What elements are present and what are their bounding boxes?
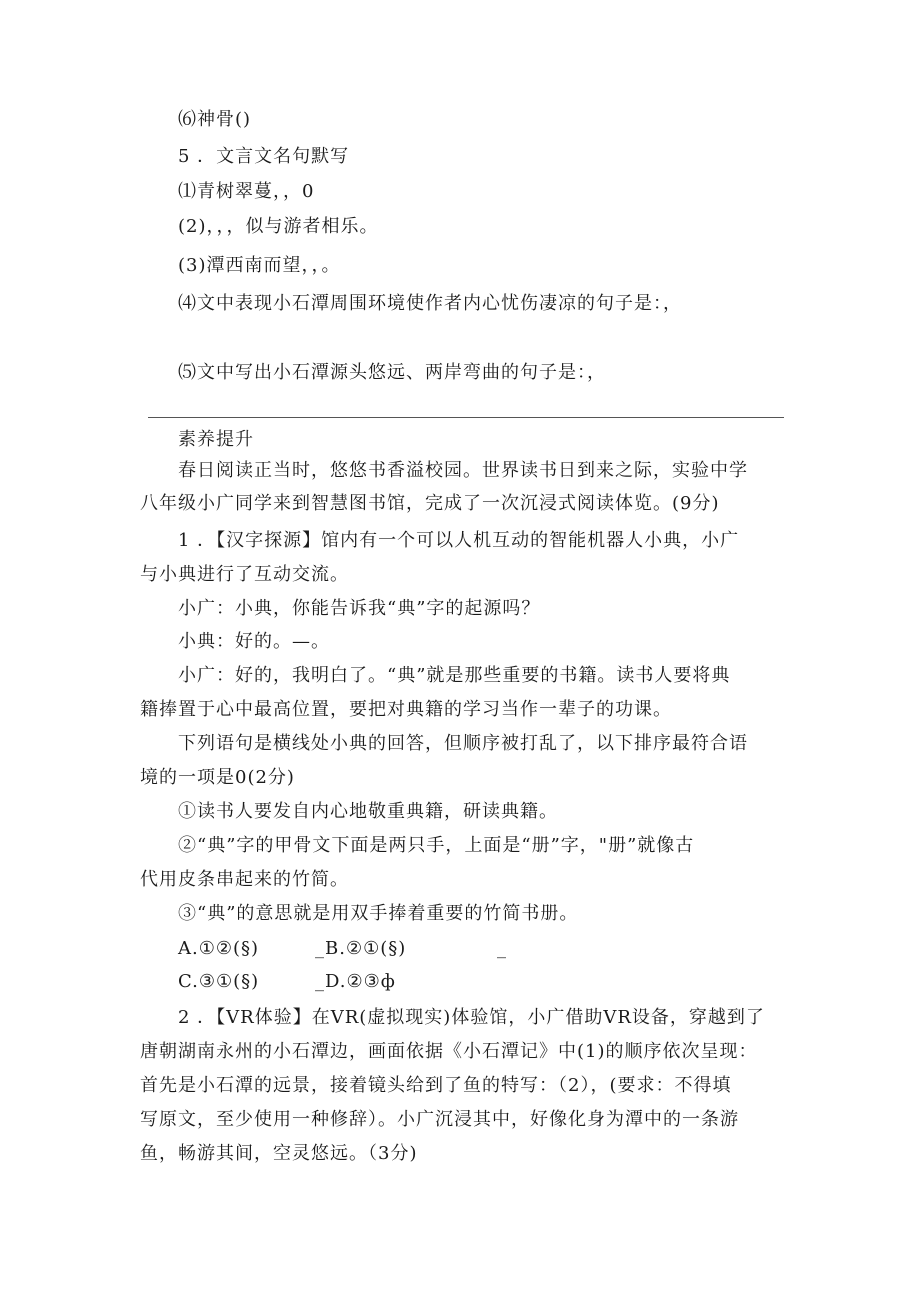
sentence-3: ③“典”的意思就是用双手捧着重要的竹简书册。 (178, 903, 579, 924)
item-6: ⑹神骨() (178, 109, 252, 130)
sentence-2b: 代用皮条串起来的竹简。 (140, 869, 349, 890)
intro-line-1: 春日阅读正当时，悠悠书香溢校园。世界读书日到来之际，实验中学 (178, 460, 748, 481)
q1-line-2: 与小典进行了互动交流。 (140, 564, 349, 585)
q5-item-4: ⑷文中表现小石潭周围环境使作者内心忧伤凄凉的句子是：， (178, 293, 682, 314)
section-divider (148, 417, 784, 418)
option-c: C.③①(§) (178, 971, 260, 992)
prompt-line-2: 境的一项是0(2分) (140, 767, 295, 788)
sentence-1: ①读书人要发自内心地敬重典籍，研读典籍。 (178, 801, 558, 822)
q5-item-5: ⑸文中写出小石潭源头悠远、两岸弯曲的句子是：， (178, 362, 606, 383)
q2-line-4: 写原文，至少使用一种修辞）。小广沉浸其中，好像化身为潭中的一条游 (140, 1109, 739, 1130)
section-title: 素养提升 (178, 429, 254, 450)
q5-item-2: (2)，，，似与游者相乐。 (178, 216, 379, 237)
sentence-2a: ②“典”字的甲骨文下面是两只手，上面是“册”字，"册”就像古 (178, 835, 695, 856)
dialog-line-1: 小广：小典，你能告诉我“典”字的起源吗？ (178, 598, 541, 619)
q2-line-3: 首先是小石潭的远景，接着镜头给到了鱼的特写：（2），(要求：不得填 (140, 1075, 732, 1096)
question-5-title: 5 ．文言文名句默写 (178, 146, 350, 167)
q2-line-2: 唐朝湖南永州的小石潭边，画面依据《小石潭记》中(1)的顺序依次呈现： (140, 1041, 758, 1062)
option-a: A.①②(§) (178, 938, 260, 959)
q5-item-3: (3)潭西南而望，，。 (178, 255, 341, 276)
intro-line-2: 八年级小广同学来到智慧图书馆，完成了一次沉浸式阅读体览。(9分) (140, 493, 720, 514)
option-b-blank: _ (497, 938, 507, 959)
option-b: _B.②①(§) (315, 938, 407, 959)
option-d: _D.②③ф (315, 971, 396, 992)
dialog-line-3b: 籍捧置于心中最高位置，要把对典籍的学习当作一辈子的功课。 (140, 699, 672, 720)
q2-line-5: 鱼，畅游其间，空灵悠远。（3分) (140, 1143, 418, 1164)
dialog-line-3a: 小广：好的，我明白了。“典”就是那些重要的书籍。读书人要将典 (178, 665, 731, 686)
dialog-line-2: 小典：好的。—。 (178, 631, 330, 652)
q2-line-1: 2 ．【VR体验】在VR(虚拟现实)体验馆，小广借助VR设备，穿越到了 (178, 1007, 765, 1028)
q5-item-1: ⑴青树翠蔓，，0 (178, 181, 315, 202)
q1-line-1: 1 ．【汉字探源】馆内有一个可以人机互动的智能机器人小典，小广 (178, 530, 740, 551)
prompt-line-1: 下列语句是横线处小典的回答，但顺序被打乱了，以下排序最符合语 (178, 733, 748, 754)
